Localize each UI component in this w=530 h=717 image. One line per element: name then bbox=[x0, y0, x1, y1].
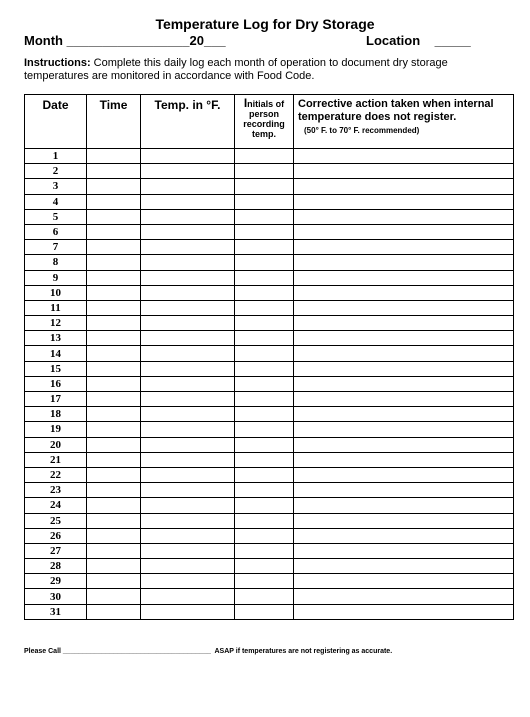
time-cell[interactable] bbox=[87, 604, 141, 619]
corrective-main: Corrective action taken when internal temperature does not register. bbox=[298, 98, 494, 123]
temp-cell[interactable] bbox=[141, 392, 235, 407]
temp-cell[interactable] bbox=[141, 543, 235, 558]
time-cell[interactable] bbox=[87, 483, 141, 498]
table-row bbox=[25, 179, 514, 194]
column-header-time: Time bbox=[87, 95, 141, 149]
corrective-action-cell[interactable] bbox=[294, 316, 514, 331]
temp-cell[interactable] bbox=[141, 240, 235, 255]
table-row bbox=[25, 346, 514, 361]
date-cell: 30 bbox=[25, 589, 87, 604]
temp-cell[interactable] bbox=[141, 407, 235, 422]
date-cell: 6 bbox=[25, 224, 87, 239]
page-title: Temperature Log for Dry Storage bbox=[155, 16, 375, 32]
time-cell[interactable] bbox=[87, 543, 141, 558]
initials-cell[interactable] bbox=[235, 240, 294, 255]
temp-cell[interactable] bbox=[141, 422, 235, 437]
initials-cell[interactable] bbox=[235, 483, 294, 498]
corrective-action-cell[interactable] bbox=[294, 285, 514, 300]
corrective-action-cell[interactable] bbox=[294, 513, 514, 528]
initials-cell[interactable] bbox=[235, 255, 294, 270]
time-cell[interactable] bbox=[87, 407, 141, 422]
initials-cell[interactable] bbox=[235, 164, 294, 179]
table-row bbox=[25, 270, 514, 285]
corrective-action-cell[interactable] bbox=[294, 589, 514, 604]
time-cell[interactable] bbox=[87, 240, 141, 255]
temp-cell[interactable] bbox=[141, 467, 235, 482]
time-cell[interactable] bbox=[87, 331, 141, 346]
table-row bbox=[25, 574, 514, 589]
table-body bbox=[25, 149, 514, 620]
time-cell[interactable] bbox=[87, 528, 141, 543]
initials-cell[interactable] bbox=[235, 543, 294, 558]
instructions-text: Complete this daily log each month of operation to document dry storage temperatures are monitored in accordance with Food Code. bbox=[24, 57, 448, 82]
corrective-action-cell[interactable] bbox=[294, 437, 514, 452]
time-cell[interactable] bbox=[87, 559, 141, 574]
corrective-action-cell[interactable] bbox=[294, 407, 514, 422]
corrective-action-cell[interactable] bbox=[294, 331, 514, 346]
initials-cell[interactable] bbox=[235, 437, 294, 452]
temp-cell[interactable] bbox=[141, 604, 235, 619]
date-cell: 5 bbox=[25, 209, 87, 224]
corrective-action-cell[interactable] bbox=[294, 300, 514, 315]
time-cell[interactable] bbox=[87, 346, 141, 361]
table-row bbox=[25, 376, 514, 391]
time-cell[interactable] bbox=[87, 589, 141, 604]
initials-cell[interactable] bbox=[235, 589, 294, 604]
time-cell[interactable] bbox=[87, 194, 141, 209]
initials-cap: I bbox=[243, 96, 248, 110]
table-row bbox=[25, 194, 514, 209]
corrective-action-cell[interactable] bbox=[294, 604, 514, 619]
temp-cell[interactable] bbox=[141, 589, 235, 604]
temp-cell[interactable] bbox=[141, 498, 235, 513]
date-cell: 26 bbox=[25, 528, 87, 543]
time-cell[interactable] bbox=[87, 376, 141, 391]
corrective-action-cell[interactable] bbox=[294, 392, 514, 407]
initials-cell[interactable] bbox=[235, 604, 294, 619]
temp-cell[interactable] bbox=[141, 574, 235, 589]
time-cell[interactable] bbox=[87, 498, 141, 513]
temp-cell[interactable] bbox=[141, 300, 235, 315]
corrective-note: (50° F. to 70° F. recommended) bbox=[304, 126, 420, 135]
date-cell: 23 bbox=[25, 483, 87, 498]
time-cell[interactable] bbox=[87, 452, 141, 467]
time-cell[interactable] bbox=[87, 513, 141, 528]
temp-cell[interactable] bbox=[141, 285, 235, 300]
temp-cell[interactable] bbox=[141, 270, 235, 285]
temp-cell[interactable] bbox=[141, 255, 235, 270]
initials-cell[interactable] bbox=[235, 209, 294, 224]
table-row bbox=[25, 149, 514, 164]
date-cell: 8 bbox=[25, 255, 87, 270]
corrective-action-cell[interactable] bbox=[294, 422, 514, 437]
date-cell: 21 bbox=[25, 452, 87, 467]
temp-cell[interactable] bbox=[141, 209, 235, 224]
corrective-action-cell[interactable] bbox=[294, 346, 514, 361]
initials-cell[interactable] bbox=[235, 316, 294, 331]
initials-cell[interactable] bbox=[235, 224, 294, 239]
corrective-action-cell[interactable] bbox=[294, 467, 514, 482]
month-field[interactable]: Month _________________20___ bbox=[24, 33, 226, 48]
table-row bbox=[25, 559, 514, 574]
corrective-action-cell[interactable] bbox=[294, 376, 514, 391]
time-cell[interactable] bbox=[87, 392, 141, 407]
date-cell: 15 bbox=[25, 361, 87, 376]
date-cell: 24 bbox=[25, 498, 87, 513]
corrective-action-cell[interactable] bbox=[294, 164, 514, 179]
table-row bbox=[25, 209, 514, 224]
time-cell[interactable] bbox=[87, 467, 141, 482]
time-cell[interactable] bbox=[87, 422, 141, 437]
temp-cell[interactable] bbox=[141, 346, 235, 361]
table-row bbox=[25, 164, 514, 179]
corrective-action-cell[interactable] bbox=[294, 149, 514, 164]
date-cell: 16 bbox=[25, 376, 87, 391]
date-cell: 29 bbox=[25, 574, 87, 589]
date-cell: 13 bbox=[25, 331, 87, 346]
date-cell: 31 bbox=[25, 604, 87, 619]
date-cell: 1 bbox=[25, 149, 87, 164]
table-row bbox=[25, 224, 514, 239]
time-cell[interactable] bbox=[87, 316, 141, 331]
table-row bbox=[25, 407, 514, 422]
date-cell: 12 bbox=[25, 316, 87, 331]
time-cell[interactable] bbox=[87, 179, 141, 194]
corrective-action-cell[interactable] bbox=[294, 194, 514, 209]
table-row bbox=[25, 300, 514, 315]
time-cell[interactable] bbox=[87, 224, 141, 239]
initials-cell[interactable] bbox=[235, 513, 294, 528]
initials-cell[interactable] bbox=[235, 331, 294, 346]
temp-cell[interactable] bbox=[141, 513, 235, 528]
temp-cell[interactable] bbox=[141, 224, 235, 239]
temp-cell[interactable] bbox=[141, 149, 235, 164]
initials-cell[interactable] bbox=[235, 574, 294, 589]
temp-cell[interactable] bbox=[141, 559, 235, 574]
initials-cell[interactable] bbox=[235, 270, 294, 285]
initials-rest: nitials of person recording temp. bbox=[243, 99, 285, 139]
time-cell[interactable] bbox=[87, 164, 141, 179]
table-row bbox=[25, 240, 514, 255]
initials-cell[interactable] bbox=[235, 422, 294, 437]
initials-cell[interactable] bbox=[235, 179, 294, 194]
location-field[interactable]: Location _____ bbox=[366, 33, 471, 48]
date-cell: 18 bbox=[25, 407, 87, 422]
temp-cell[interactable] bbox=[141, 179, 235, 194]
table-header-row bbox=[25, 95, 514, 149]
corrective-action-cell[interactable] bbox=[294, 209, 514, 224]
initials-cell[interactable] bbox=[235, 300, 294, 315]
date-cell: 22 bbox=[25, 467, 87, 482]
column-header-initials bbox=[235, 95, 294, 149]
temp-cell[interactable] bbox=[141, 483, 235, 498]
column-header-temp: Temp. in °F. bbox=[141, 95, 235, 149]
table-row bbox=[25, 543, 514, 558]
table-row bbox=[25, 392, 514, 407]
temp-cell[interactable] bbox=[141, 164, 235, 179]
date-cell: 3 bbox=[25, 179, 87, 194]
column-header-corrective bbox=[294, 95, 514, 149]
table-row bbox=[25, 437, 514, 452]
time-cell[interactable] bbox=[87, 300, 141, 315]
initials-cell[interactable] bbox=[235, 285, 294, 300]
corrective-action-cell[interactable] bbox=[294, 255, 514, 270]
temp-cell[interactable] bbox=[141, 528, 235, 543]
date-cell: 4 bbox=[25, 194, 87, 209]
instructions-lead: Instructions: bbox=[24, 57, 91, 69]
date-cell: 20 bbox=[25, 437, 87, 452]
initials-cell[interactable] bbox=[235, 392, 294, 407]
table-row bbox=[25, 528, 514, 543]
temp-cell[interactable] bbox=[141, 316, 235, 331]
table-row bbox=[25, 452, 514, 467]
initials-cell[interactable] bbox=[235, 407, 294, 422]
date-cell: 10 bbox=[25, 285, 87, 300]
temp-cell[interactable] bbox=[141, 331, 235, 346]
table-row bbox=[25, 589, 514, 604]
footer-note: Please Call ______________________________________ ASAP if temperatures are not registering as accurate. bbox=[24, 648, 393, 655]
corrective-action-cell[interactable] bbox=[294, 574, 514, 589]
date-cell: 19 bbox=[25, 422, 87, 437]
corrective-action-cell[interactable] bbox=[294, 361, 514, 376]
time-cell[interactable] bbox=[87, 574, 141, 589]
table-row bbox=[25, 285, 514, 300]
initials-cell[interactable] bbox=[235, 467, 294, 482]
time-cell[interactable] bbox=[87, 149, 141, 164]
initials-cell[interactable] bbox=[235, 376, 294, 391]
table-row bbox=[25, 483, 514, 498]
temp-cell[interactable] bbox=[141, 437, 235, 452]
column-header-date: Date bbox=[25, 95, 87, 149]
corrective-action-cell[interactable] bbox=[294, 240, 514, 255]
corrective-action-cell[interactable] bbox=[294, 559, 514, 574]
initials-cell[interactable] bbox=[235, 194, 294, 209]
time-cell[interactable] bbox=[87, 270, 141, 285]
date-cell: 27 bbox=[25, 543, 87, 558]
initials-cell[interactable] bbox=[235, 346, 294, 361]
initials-cell[interactable] bbox=[235, 361, 294, 376]
date-cell: 2 bbox=[25, 164, 87, 179]
initials-cell[interactable] bbox=[235, 528, 294, 543]
date-cell: 17 bbox=[25, 392, 87, 407]
date-cell: 28 bbox=[25, 559, 87, 574]
time-cell[interactable] bbox=[87, 437, 141, 452]
temperature-log-table bbox=[24, 94, 514, 620]
instructions bbox=[24, 57, 494, 83]
date-cell: 9 bbox=[25, 270, 87, 285]
table-row bbox=[25, 467, 514, 482]
table-row bbox=[25, 361, 514, 376]
time-cell[interactable] bbox=[87, 361, 141, 376]
corrective-action-cell[interactable] bbox=[294, 179, 514, 194]
table-row bbox=[25, 604, 514, 619]
corrective-action-cell[interactable] bbox=[294, 498, 514, 513]
date-cell: 11 bbox=[25, 300, 87, 315]
temp-cell[interactable] bbox=[141, 194, 235, 209]
table-row bbox=[25, 498, 514, 513]
table-row bbox=[25, 255, 514, 270]
initials-cell[interactable] bbox=[235, 149, 294, 164]
initials-cell[interactable] bbox=[235, 498, 294, 513]
corrective-action-cell[interactable] bbox=[294, 483, 514, 498]
corrective-action-cell[interactable] bbox=[294, 224, 514, 239]
corrective-action-cell[interactable] bbox=[294, 543, 514, 558]
temp-cell[interactable] bbox=[141, 452, 235, 467]
date-cell: 25 bbox=[25, 513, 87, 528]
date-cell: 14 bbox=[25, 346, 87, 361]
time-cell[interactable] bbox=[87, 209, 141, 224]
corrective-action-cell[interactable] bbox=[294, 452, 514, 467]
temp-cell[interactable] bbox=[141, 361, 235, 376]
corrective-action-cell[interactable] bbox=[294, 528, 514, 543]
table-row bbox=[25, 513, 514, 528]
table-row bbox=[25, 422, 514, 437]
date-cell: 7 bbox=[25, 240, 87, 255]
time-cell[interactable] bbox=[87, 285, 141, 300]
initials-cell[interactable] bbox=[235, 559, 294, 574]
corrective-action-cell[interactable] bbox=[294, 270, 514, 285]
table-row bbox=[25, 331, 514, 346]
table-row bbox=[25, 316, 514, 331]
initials-cell[interactable] bbox=[235, 452, 294, 467]
temp-cell[interactable] bbox=[141, 376, 235, 391]
time-cell[interactable] bbox=[87, 255, 141, 270]
